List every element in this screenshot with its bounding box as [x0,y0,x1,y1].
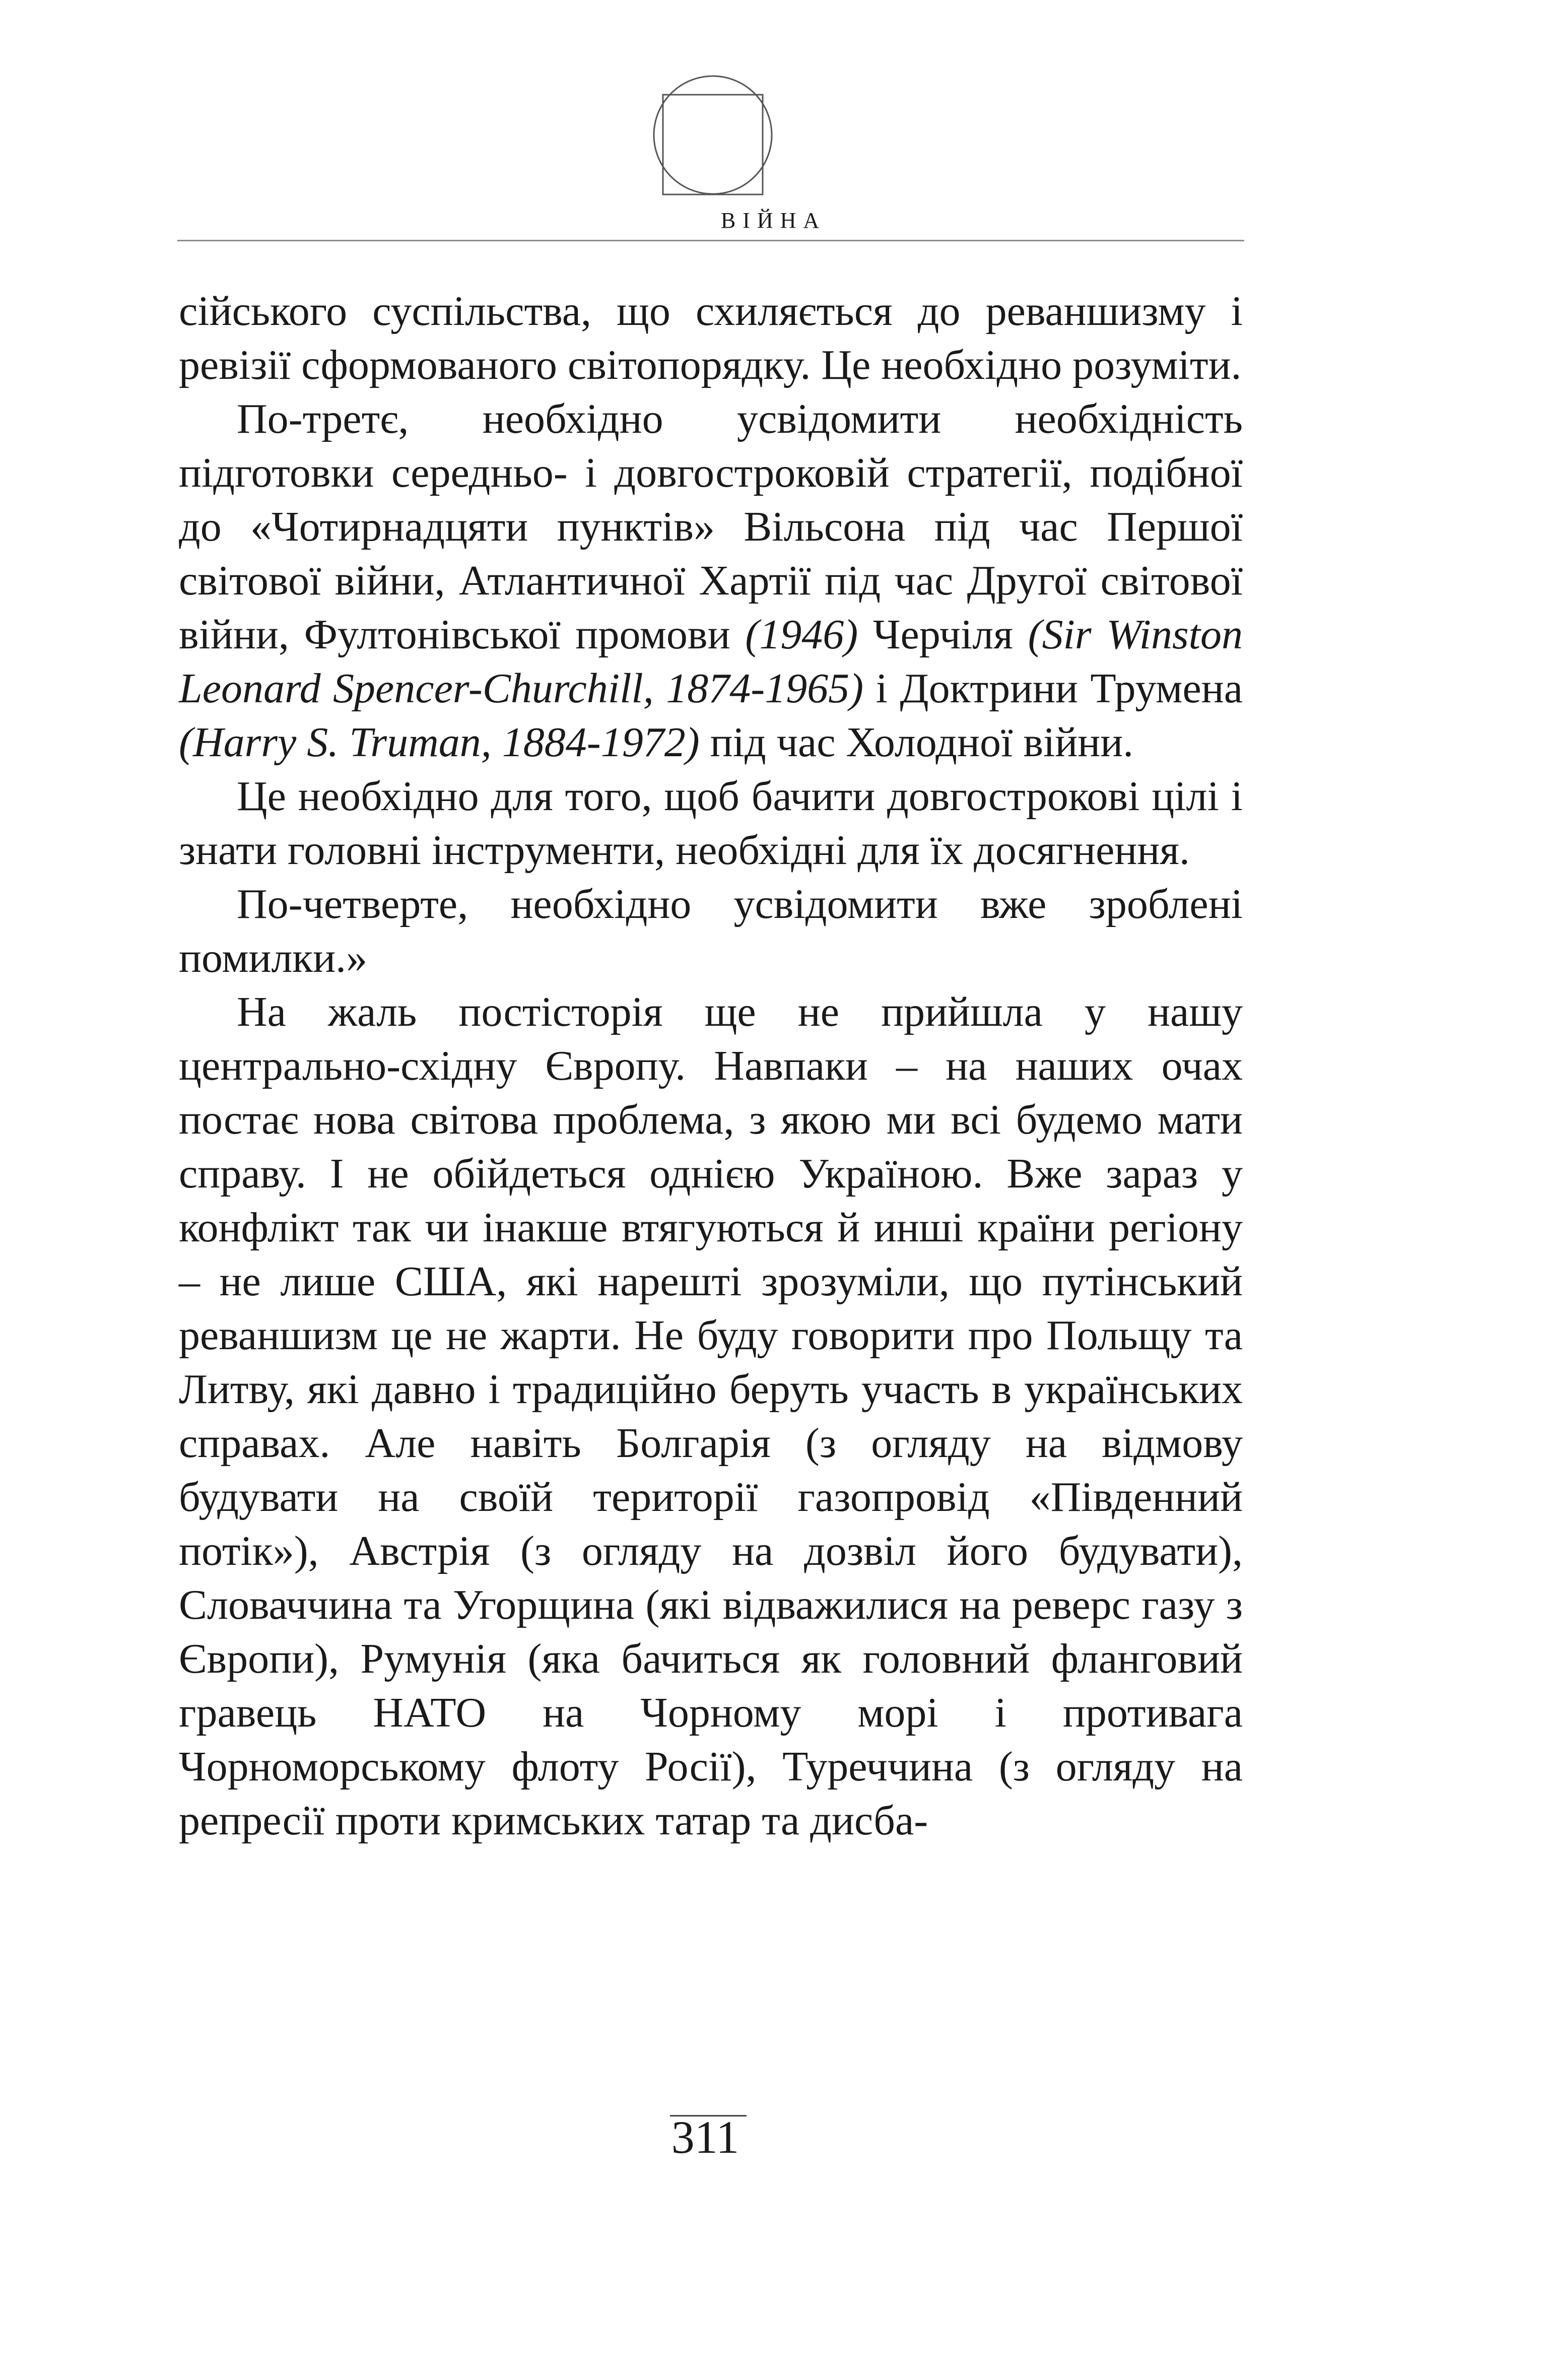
text-segment: Черчіля [858,611,1028,658]
paragraph: Це необхідно для того, щоб бачити довгострокові цілі і знати головні інструменти, необхідні для їх досягнення. [179,773,1243,874]
body-text [179,284,1243,1847]
running-header-title: ВІЙНА [720,208,827,233]
circle-square-emblem-icon [652,75,773,195]
italic-segment: (1946) [745,611,858,658]
header-divider [177,240,1244,241]
text-segment: По-третє, необхідно усвідомити необхідність підготовки середньо- і довгостроковій стратегії, подібної до «Чотирнадцяти пунктів» Вільсона під час Першої світової війни, Атлантичної Хартії під час Другої світової війни, Фултонівської промови [179,395,1243,658]
text-segment: під час Холодної війни. [699,719,1134,766]
page-number: 311 [671,2111,739,2163]
paragraph [179,392,1243,769]
paragraph: На жаль постісторія ще не прийшла у нашу центрально-східну Європу. Навпаки – на наших очах постає нова світова проблема, з якою ми всі будемо мати справу. І не обійдеться однією Україною. Вже зараз у конфлікт так чи інакше втягуються й инші країни регіону – не лише США, які нарешті зрозуміли, що путінський реваншизм це не жарти. Не буду говорити про Польщу та Литву, які давно і традиційно беруть участь в українських справах. Але навіть Болгарія (з огляду на відмову будувати на своїй території газопровід «Південний потік»), Австрія (з огляду на дозвіл його будувати), Словаччина та Угорщина (які відважилися на реверс газу з Європи), Румунія (яка бачиться як головний фланговий гравець НАТО на Чорному морі і противага Чорноморському флоту Росії), Туреччина (з огляду на репресії проти кримських татар та дисба- [179,988,1243,1844]
text-segment: і Доктрини Трумена [863,665,1243,712]
italic-segment: (Sir Winston Leonard Spencer-Churchill, 1874-1965) [179,611,1243,712]
paragraph: По-четверте, необхідно усвідомити вже зроблені помилки.» [179,881,1243,981]
paragraph: сійського суспільства, що схиляється до реваншизму і ревізії сформованого світопорядку. Це необхідно розуміти. [179,288,1243,388]
italic-segment: (Harry S. Truman, 1884-1972) [179,719,700,766]
